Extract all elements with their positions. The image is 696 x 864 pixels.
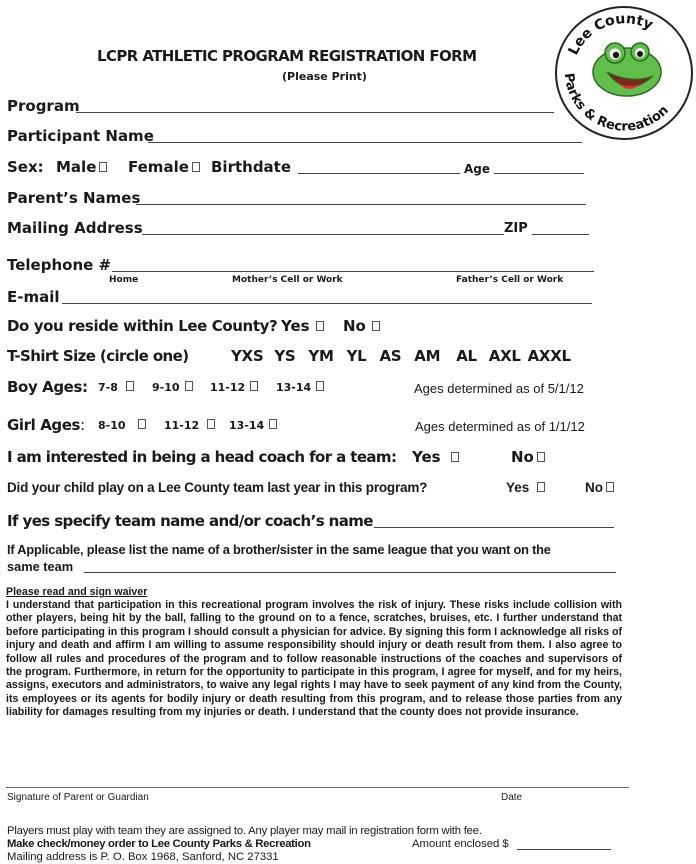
reside-no-label: No	[343, 317, 366, 335]
sibling-line1: If Applicable, please list the name of a brother/sister in the same league that you want on the	[7, 542, 551, 557]
tshirt-size-option[interactable]: YM	[308, 347, 334, 365]
played-yes-option[interactable]	[506, 480, 545, 495]
email-label: E-mail	[7, 288, 60, 306]
team-name-field[interactable]	[374, 527, 614, 528]
logo-text-top: Lee County	[565, 11, 656, 58]
female-label: Female	[128, 158, 189, 176]
reside-question: Do you reside within Lee County?	[7, 317, 278, 335]
sex-label: Sex:	[7, 158, 44, 176]
boy-age-option[interactable]	[152, 381, 193, 394]
tshirt-size-option[interactable]: AXL	[488, 347, 521, 365]
boy-age-label: 9-10	[152, 381, 180, 394]
reside-yes-option[interactable]	[281, 317, 324, 335]
girl-age-option[interactable]	[164, 419, 215, 432]
parents-names-label: Parent’s Names	[7, 189, 141, 207]
reside-no-option[interactable]	[343, 317, 380, 335]
waiver-title: Please read and sign waiver	[6, 586, 148, 598]
male-checkbox[interactable]	[99, 162, 107, 172]
boy-ages-note: Ages determined as of 5/1/12	[414, 381, 584, 396]
coach-no-checkbox[interactable]	[537, 452, 545, 462]
tshirt-size-option[interactable]: YS	[274, 347, 296, 365]
played-no-option[interactable]	[585, 480, 614, 495]
played-yes-checkbox[interactable]	[537, 482, 545, 492]
form-subtitle: (Please Print)	[282, 70, 367, 83]
parents-names-field[interactable]	[136, 204, 586, 205]
mailing-address-label: Mailing Address	[7, 219, 143, 237]
coach-yes-checkbox[interactable]	[451, 452, 459, 462]
phone-mother-caption: Mother’s Cell or Work	[232, 275, 343, 285]
girl-age-checkbox[interactable]	[207, 419, 215, 429]
boy-age-label: 13-14	[276, 381, 312, 394]
signature-field[interactable]	[6, 787, 629, 788]
phone-father-caption: Father’s Cell or Work	[456, 275, 564, 285]
reside-yes-label: Yes	[281, 317, 310, 335]
zip-label: ZIP	[504, 221, 528, 236]
participant-name-label: Participant Name	[7, 127, 154, 145]
girl-ages-note: Ages determined as of 1/1/12	[415, 419, 585, 434]
frog-mascot-icon	[553, 4, 695, 142]
tshirt-size-option[interactable]: YXS	[231, 347, 264, 365]
tshirt-label: T-Shirt Size (circle one)	[7, 347, 189, 365]
lee-county-parks-logo	[553, 4, 695, 142]
amount-label: Amount enclosed $	[412, 838, 509, 850]
girl-ages-text: Girl Ages	[7, 416, 81, 434]
played-question: Did your child play on a Lee County team last year in this program?	[7, 480, 428, 495]
girl-age-checkbox[interactable]	[269, 419, 277, 429]
email-field[interactable]	[62, 303, 592, 304]
date-label: Date	[501, 792, 523, 803]
female-checkbox[interactable]	[192, 162, 200, 172]
age-field[interactable]	[494, 173, 584, 174]
boy-age-option[interactable]	[98, 381, 134, 394]
footer-line3: Mailing address is P. O. Box 1968, Sanford, NC 27331	[7, 851, 279, 863]
reside-yes-checkbox[interactable]	[316, 321, 324, 331]
birthdate-label: Birthdate	[211, 158, 292, 176]
boy-age-checkbox[interactable]	[185, 381, 193, 391]
girl-ages-label	[7, 416, 85, 434]
boy-age-checkbox[interactable]	[126, 381, 134, 391]
played-no-checkbox[interactable]	[606, 482, 614, 492]
coach-no-option[interactable]	[511, 448, 545, 466]
logo-text-bottom: Parks & Recreation	[560, 72, 672, 135]
girl-age-checkbox[interactable]	[138, 419, 146, 429]
girl-age-option[interactable]	[229, 419, 277, 432]
tshirt-size-option[interactable]: YL	[346, 347, 367, 365]
program-field[interactable]	[76, 112, 554, 113]
tshirt-size-option[interactable]: AXXL	[527, 347, 571, 365]
signature-label: Signature of Parent or Guardian	[7, 792, 149, 803]
boy-age-label: 11-12	[210, 381, 246, 394]
footer-line2: Make check/money order to Lee County Parks & Recreation	[7, 838, 311, 850]
mailing-address-field[interactable]	[142, 234, 504, 235]
team-name-label: If yes specify team name and/or coach’s name	[7, 512, 373, 530]
boy-age-option[interactable]	[276, 381, 324, 394]
form-title: LCPR ATHLETIC PROGRAM REGISTRATION FORM	[97, 47, 477, 65]
played-yes-label: Yes	[506, 480, 530, 495]
tshirt-size-option[interactable]: AM	[414, 347, 441, 365]
sibling-line2: same team	[7, 559, 74, 574]
coach-no-label: No	[511, 448, 534, 466]
tshirt-size-option[interactable]: AS	[379, 347, 402, 365]
telephone-label: Telephone #	[7, 256, 112, 274]
coach-yes-option[interactable]	[412, 448, 459, 466]
phone-home-caption: Home	[109, 275, 139, 285]
girl-age-label: 11-12	[164, 419, 200, 432]
boy-age-checkbox[interactable]	[250, 381, 258, 391]
male-label: Male	[56, 158, 97, 176]
tshirt-sizes	[231, 347, 571, 365]
waiver-text: I understand that participation in this recreational program involves the risk of injury. These risks include collision with other players, being hit by the ball, falling to the ground on to a fence, scratches, bruises, etc. I further understand that before participating in this program I should consult a physician for advice. By signing this form I acknowledge all risks of injury and death and affirm I am willing to assume responsibility should injury or death result from them. I also agree to follow all rules and procedures of the program and to follow reasonable instructions of the coaches and supervisors of the program. Furthermore, in return for the opportunity to participate in this program, I agree for myself, and for my heirs, assigns, executors and administrators, to waive any legal rights I may have to seek payment of any kind from the County, its employees or its agents for bodily injury or death resulting from this program, and to release those parties from any liability for damages resulting from my injuries or death. I understand that the county does not provide insurance.	[6, 599, 622, 719]
female-option[interactable]	[128, 158, 200, 176]
boy-age-option[interactable]	[210, 381, 258, 394]
boy-age-checkbox[interactable]	[316, 381, 324, 391]
played-no-label: No	[585, 480, 603, 495]
boy-ages-label: Boy Ages:	[7, 378, 88, 396]
tshirt-size-option[interactable]: AL	[456, 347, 477, 365]
reside-no-checkbox[interactable]	[372, 321, 380, 331]
program-label: Program	[7, 97, 80, 115]
amount-field[interactable]	[517, 849, 611, 850]
participant-name-field[interactable]	[148, 142, 582, 143]
zip-field[interactable]	[532, 234, 589, 235]
male-option[interactable]	[56, 158, 107, 176]
coach-question: I am interested in being a head coach for a team:	[7, 448, 397, 466]
boy-age-label: 7-8	[98, 381, 118, 394]
footer-line1: Players must play with team they are assigned to. Any player may mail in registration form with fee.	[7, 825, 482, 837]
girl-age-label: 13-14	[229, 419, 265, 432]
coach-yes-label: Yes	[412, 448, 441, 466]
sibling-field[interactable]	[84, 572, 616, 573]
girl-age-label: 8-10	[98, 419, 126, 432]
telephone-field[interactable]	[112, 271, 594, 272]
age-label: Age	[464, 162, 491, 176]
birthdate-field[interactable]	[298, 173, 460, 174]
girl-age-option[interactable]	[98, 419, 146, 432]
girl-ages-colon: :	[80, 416, 85, 434]
